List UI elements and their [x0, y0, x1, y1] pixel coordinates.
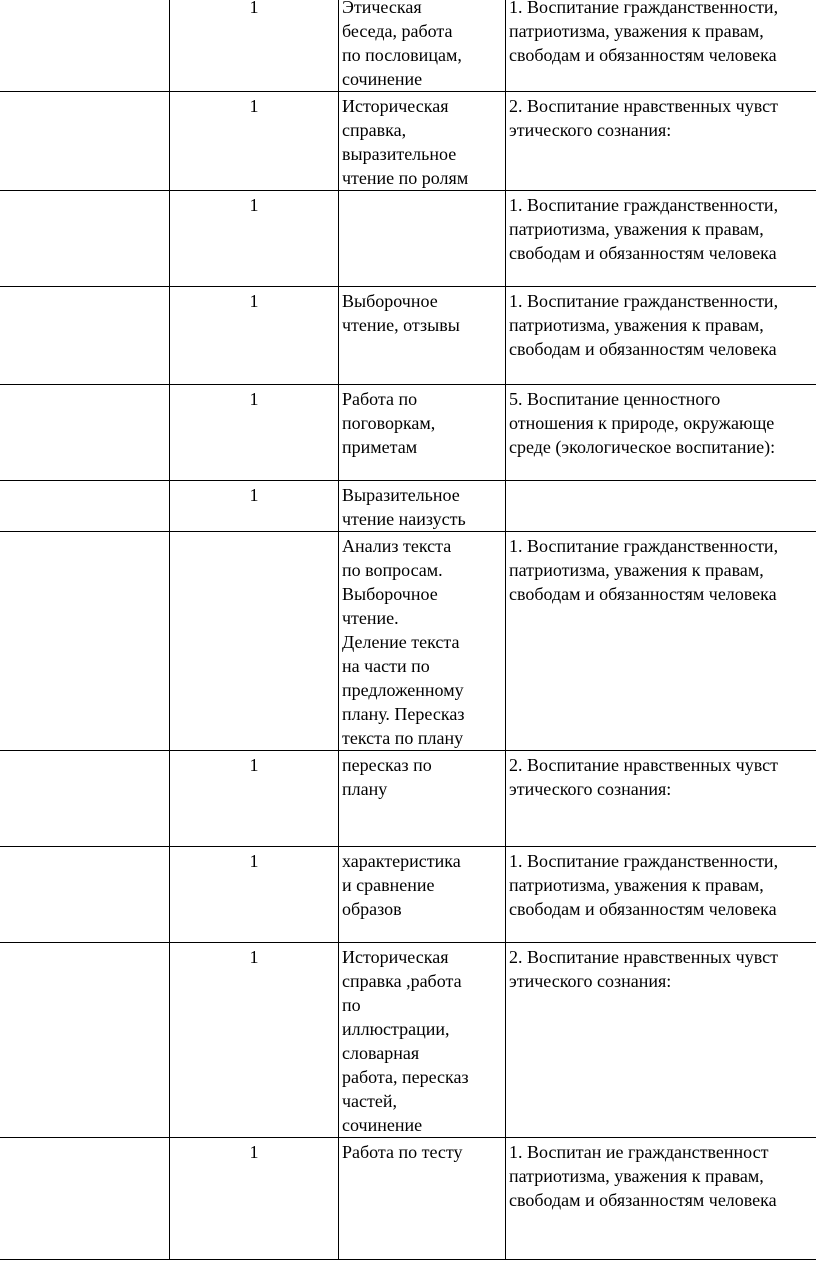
activity-form-line: плану. Пересказ: [342, 704, 465, 724]
topic-cell: [0, 0, 170, 92]
activity-form-line: справка ,работа: [342, 971, 462, 991]
education-goal-line: патриотизма, уважения к правам,: [509, 21, 764, 41]
table-row: [0, 847, 816, 943]
table-row: [0, 191, 816, 287]
table-row: [0, 0, 816, 92]
activity-form-line: Анализ текста: [342, 536, 452, 556]
topic-line: [0, 483, 166, 507]
activity-form-line: Выборочное: [342, 584, 438, 604]
activity-form-line: беседа, работа: [342, 21, 453, 41]
education-goal-cell: [506, 532, 816, 751]
education-goal-line: 2. Воспитание нравственных чувст: [509, 96, 778, 116]
table-row: [0, 943, 816, 1138]
education-goal-line: свободам и обязанностям человека: [509, 45, 777, 65]
education-goal-line: этического сознания:: [509, 971, 672, 991]
activity-form-line: Работа по: [342, 389, 418, 409]
activity-form-line: по: [342, 995, 361, 1015]
activity-form-line: чтение.: [342, 608, 399, 628]
hours-cell: 1: [170, 92, 339, 191]
activity-form-line: пересказ по: [342, 755, 432, 775]
table-row: [0, 287, 816, 385]
activity-form-line: Историческая: [342, 96, 449, 116]
activity-form-line: словарная: [342, 1043, 420, 1063]
hours-cell: 1: [170, 1138, 339, 1260]
topic-line: [0, 217, 166, 241]
education-goal-cell: [506, 287, 816, 385]
activity-form-cell: [339, 943, 506, 1138]
education-goal-line: этического сознания:: [509, 120, 672, 140]
activity-form-cell: [339, 191, 506, 287]
education-goal-line: 1. Воспитание гражданственности,: [509, 536, 779, 556]
activity-form-line: предложенному: [342, 680, 464, 700]
topic-line: [0, 241, 166, 265]
activity-form-cell: [339, 751, 506, 847]
table-row: [0, 532, 816, 751]
education-goal-line: этического сознания:: [509, 779, 672, 799]
education-goal-line: свободам и обязанностям человека: [509, 339, 777, 359]
topic-line: [0, 289, 166, 313]
activity-form-line: поговоркам,: [342, 413, 436, 433]
activity-form-cell: [339, 92, 506, 191]
topic-line: [0, 1140, 166, 1164]
education-goal-cell: [506, 0, 816, 92]
activity-form-line: иллюстрации,: [342, 1019, 450, 1039]
activity-form-cell: [339, 1138, 506, 1260]
hours-cell: [170, 532, 339, 751]
topic-cell: [0, 287, 170, 385]
topic-cell: [0, 943, 170, 1138]
hours-cell: 1: [170, 191, 339, 287]
education-goal-line: патриотизма, уважения к правам,: [509, 219, 764, 239]
activity-form-line: Этическая: [342, 0, 422, 17]
activity-form-line: работа, пересказ: [342, 1067, 469, 1087]
education-goal-line: отношения к природе, окружающе: [509, 413, 775, 433]
table-row: [0, 92, 816, 191]
activity-form-line: сочинение: [342, 69, 423, 89]
education-goal-line: свободам и обязанностям человека: [509, 1190, 777, 1210]
activity-form-line: Выборочное: [342, 291, 438, 311]
activity-form-line: по вопросам.: [342, 560, 443, 580]
topic-cell: [0, 751, 170, 847]
education-goal-line: среде (экологическое воспитание):: [509, 437, 776, 457]
hours-cell: 1: [170, 847, 339, 943]
topic-line: [0, 1164, 166, 1188]
education-goal-line: патриотизма, уважения к правам,: [509, 1166, 764, 1186]
activity-form-line: плану: [342, 779, 388, 799]
activity-form-line: Деление текста: [342, 632, 460, 652]
education-goal-cell: [506, 385, 816, 481]
topic-line: [0, 337, 166, 361]
education-goal-line: 2. Воспитание нравственных чувст: [509, 947, 778, 967]
activity-form-line: сочинение: [342, 1115, 423, 1135]
education-goal-line: свободам и обязанностям человека: [509, 243, 777, 263]
topic-cell: [0, 1138, 170, 1260]
activity-form-line: чтение по ролям: [342, 168, 469, 188]
activity-form-line: Историческая: [342, 947, 449, 967]
table-row: [0, 751, 816, 847]
table-row: [0, 481, 816, 532]
education-goal-cell: [506, 847, 816, 943]
activity-form-line: Выразительное: [342, 485, 460, 505]
education-goal-cell: [506, 191, 816, 287]
education-goal-cell: [506, 92, 816, 191]
activity-form-line: приметам: [342, 437, 418, 457]
activity-form-line: характеристика: [342, 851, 461, 871]
education-goal-cell: [506, 1138, 816, 1260]
topic-line: [0, 387, 166, 411]
education-goal-line: 1. Воспитание гражданственности,: [509, 195, 779, 215]
topic-line: [0, 849, 166, 873]
hours-cell: 1: [170, 751, 339, 847]
activity-form-cell: [339, 287, 506, 385]
education-goal-cell: [506, 943, 816, 1138]
activity-form-line: образов: [342, 899, 402, 919]
education-goal-line: патриотизма, уважения к правам,: [509, 875, 764, 895]
education-goal-cell: [506, 751, 816, 847]
education-goal-line: 1. Воспитание гражданственности,: [509, 851, 779, 871]
topic-cell: [0, 92, 170, 191]
activity-form-cell: [339, 385, 506, 481]
activity-form-line: выразительное: [342, 144, 457, 164]
education-goal-line: 1. Воспитание гражданственности,: [509, 0, 779, 17]
education-goal-line: свободам и обязанностям человека: [509, 584, 777, 604]
topic-line: [0, 945, 166, 969]
topic-cell: [0, 532, 170, 751]
education-goal-line: свободам и обязанностям человека: [509, 899, 777, 919]
education-goal-line: 2. Воспитание нравственных чувст: [509, 755, 778, 775]
topic-cell: [0, 385, 170, 481]
hours-cell: 1: [170, 943, 339, 1138]
hours-cell: 1: [170, 481, 339, 532]
activity-form-line: чтение наизусть: [342, 509, 466, 529]
education-goal-line: патриотизма, уважения к правам,: [509, 315, 764, 335]
topic-line: [0, 411, 166, 435]
topic-line: [0, 193, 166, 217]
education-goal-line: 5. Воспитание ценностного: [509, 389, 721, 409]
topic-line: [0, 94, 166, 118]
activity-form-cell: [339, 532, 506, 751]
activity-form-line: на части по: [342, 656, 430, 676]
activity-form-cell: [339, 0, 506, 92]
hours-cell: 1: [170, 287, 339, 385]
topic-cell: [0, 191, 170, 287]
topic-line: [0, 1212, 166, 1236]
activity-form-line: чтение, отзывы: [342, 315, 460, 335]
activity-form-line: справка,: [342, 120, 407, 140]
topic-line: [0, 313, 166, 337]
education-goal-line: 1. Воспитан ие гражданственност: [509, 1142, 769, 1162]
topic-line: [0, 534, 166, 558]
education-goal-line: 1. Воспитание гражданственности,: [509, 291, 779, 311]
table-row: [0, 385, 816, 481]
hours-cell: 1: [170, 0, 339, 92]
table-row: [0, 1138, 816, 1260]
topic-cell: [0, 847, 170, 943]
activity-form-line: и сравнение: [342, 875, 435, 895]
education-goal-cell: [506, 481, 816, 532]
activity-form-line: по пословицам,: [342, 45, 462, 65]
education-goal-line: патриотизма, уважения к правам,: [509, 560, 764, 580]
topic-cell: [0, 481, 170, 532]
hours-cell: 1: [170, 385, 339, 481]
activity-form-line: текста по плану: [342, 728, 464, 748]
topic-line: [0, 753, 166, 777]
activity-form-line: Работа по тесту: [342, 1142, 463, 1162]
topic-line: [0, 0, 166, 19]
topic-line: [0, 777, 166, 801]
activity-form-cell: [339, 481, 506, 532]
activity-form-line: частей,: [342, 1091, 398, 1111]
topic-line: [0, 1188, 166, 1212]
activity-form-cell: [339, 847, 506, 943]
